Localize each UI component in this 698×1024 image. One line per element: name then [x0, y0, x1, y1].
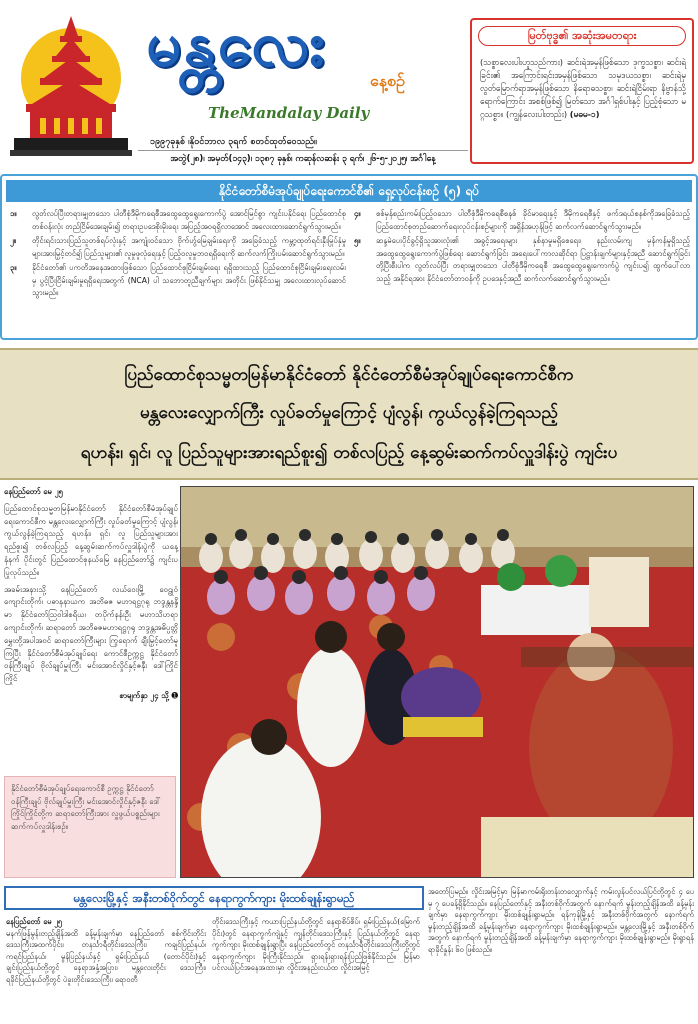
headline-line-1: ပြည်ထောင်စုသမ္မတမြန်မာနိုင်ငံတော် နိုင်ငံတော်စီမံအုပ်ချုပ်ရေးကောင်စီက: [124, 365, 574, 385]
weather-story: [0, 884, 698, 1024]
ceremony-photo: [180, 486, 694, 878]
objective-number: ၄။: [354, 209, 361, 218]
weather-column-2: တိုင်းဒေသကြီးနှင့် ကယားပြည်နယ်တို့တွင် နေရာစိပ်စိပ်၊ ရှမ်းပြည်နယ်(မြောက်ပိုင်း)တွင် နေရာကွက်ကျဲနှင့် ကျန်တိုင်းဒေသကြီးနှင့် ပြည်နယ်တို့တွင် နေရာကွက်ကျား မိုးထစ်ချုန်းရွာပြီး နေပြည်တော်တွင် တနင်္သာရီတိုင်းဒေသကြီးတို့တွင် နေရာကွက်ကျား မိုးကြီးနိုင်သည်။ ရှားရန်းရှားရန်းပြည်ဖြစ်နိုင်သည်။ မြန်မာပင်လယ်ပြင်အနေအထားမှာ လှိုင်းအနည်းငယ်ထ လှိုင်းအမြင့်: [212, 917, 420, 973]
continued-link[interactable]: စာမျက်နှာ ၂၄ သို့ ➊: [119, 690, 178, 700]
objective-text: စစ်မှန်စည်းကမ်းပြည့်ဝသော ပါတီစုံဒီမိုကရေစီစနစ် ခိုင်မာရေးနှင့် ဒီမိုကရေစီနှင့် ဖက်ဒရယ်စနစ်ကိုအခြေခံသည့် ပြည်ထောင်စုတည်ဆောက်ရေးလုပ်ငန်းစဉ်များကို အရှိန်အဟုန်ဖြင့် ဆက်လက်ဆောင်ရွက်သွားမည်။: [376, 209, 690, 231]
newspaper-name: မန္တလေး: [146, 7, 327, 80]
buddha-teaching-heading: မြတ်ဗုဒ္ဓ၏ အဆုံးအမတရား: [478, 26, 686, 46]
objectives-right-column: [354, 208, 690, 287]
weather-column-3: အတော်ပြမည်။ လှိုင်းအမြင့်မှာ မြန်မာကမ်းရိုးတန်းတလျှောက်နှင့် ကမ်းလွန်ပင်လယ်ပြင်တို့တွင် ၄ ပေမှ ၇ ပေခန့်ရှိနိုင်သည်။ နေပြည်တော်နှင့် အနီးတစ်ဝိုက်အတွက် နောက်ရက် မွန်းတည့်ချိန်အထိ ခန့်မှန်းချက်မှာ နေရာကွက်ကျား မိုးထစ်ချုန်းရွာမည်။ ရန်ကုန်မြို့နှင့် အနီးတစ်ဝိုက်အတွက် နောက်ရက် မွန်းတည့်ချိန်အထိ ခန့်မှန်းချက်မှာ နေရာကွက်ကျား မိုးထစ်ချုန်းရွာမည်။ မန္တလေးမြို့နှင့် အနီးတစ်ဝိုက်အတွက် နောက်ရက် မွန်းတည့်ချိန်အထိ ခန့်မှန်းချက်မှာ နေရာကွက်ကျား မိုးထစ်ချုန်းရွာမည်။ မိုးရွာရန် ရာခိုင်နှုန်း ၆၀ ဖြစ်သည်။: [428, 887, 694, 954]
weather-dateline: နေပြည်တော် မေ ၂၅: [6, 917, 62, 926]
objective-number: ၃။: [10, 263, 17, 272]
photo-caption: နိုင်ငံတော်စီမံအုပ်ချုပ်ရေးကောင်စီ ဥက္ကဋ္ဌ နိုင်ငံတော်ဝန်ကြီးချုပ် ဗိုလ်ချုပ်မှူးကြီး မင်းအောင်လှိုင်နှင့်ဇနီး ဒေါ်ကြိုင်ကြိုင်တို့က ဆရာတော်ကြီးအား လှူဖွယ်ပစ္စည်းများ ဆက်ကပ်လှူဒါန်းစဉ်။: [4, 776, 176, 878]
headline-line-3: ရဟန်း၊ ရှင်၊ လူ ပြည်သူများအားရည်စူး၍ တစ်လပြည့် နေ့ဆွမ်းဆက်ကပ်လှူဒါန်းပွဲ ကျင်းပ: [80, 443, 618, 463]
objective-number: ၂။: [10, 236, 17, 245]
weather-headline: မန္တလေးမြို့နှင့် အနီးတစ်ဝိုက်တွင် နေရာကွက်ကျား မိုးထစ်ချုန်းရွာမည်: [4, 886, 424, 910]
objective-text: တိုင်းရင်းသားပြည်သူတစ်ရပ်လုံးနှင့် အကျုံးဝင်သော ဗိုက်ဟွ်မြေချမ်းရေးကို အခြေခံသည့် ကမ္ဘာ့ထုတ်ရင်းနှီးမြုပ်နှံမှုများအားမြှင့်တင်၍ ပြည်သူများ၏ လူမှုဖူလုံရေးနှင့် ပြည့်ဝလူမှုဘဝရရှိရေးကို ဆက်လက်ကြိုးပမ်းဆောင်ရွက်သွားမည်။: [32, 236, 346, 258]
newspaper-name-english: TheMandalay Daily: [208, 104, 370, 122]
masthead-title: [138, 4, 468, 134]
objectives-box: [0, 174, 698, 340]
headline-line-2: မန္တလေးလျှောက်ကြီး လှုပ်ခတ်မှုကြောင့် ပျံလွန်၊ ကွယ်လွန်ခဲ့ကြရသည့်: [140, 403, 558, 423]
lead-headline: [0, 348, 698, 480]
story-paragraph: အခမ်းအနားသို့ နေပြည်တော် လယ်ဝေးမြို့ ဝေဠုဝံကျောင်းတိုက်၊ ပဓာနနာယက အဘိဓဇ မဟာရဋ္ဌဂုရု ဘဒ္ဒန္တနန္ဒိမာ နိုင်ငံတော်ဩဝါဒါစရိယ၊ တပိုက်နန်းဦး မဟာသိဟရာကျောင်းတိုက်၊ ဆရာတော် အဘိဓဇမဟာရဋ္ဌဂုရု ဘဒ္ဒန္တအဓိပ္ပတ္တိမွှေးတို့အပါအဝင် ဆရာတော်ကြီးများ ကြွရောက် ချီးမြှင့်တော်မူကြပြီး နိုင်ငံတော်စီမံအုပ်ချုပ်ရေး ကောင်စီဥက္ကဋ္ဌ နိုင်ငံတော်ဝန်ကြီးချုပ် ဗိုလ်ချုပ်မှူးကြီး မင်းအောင်လှိုင်နှင့်ဇနီး ဒေါ်ကြိုင်ကြိုင်: [4, 584, 178, 684]
issue-info: အတွဲ(၂၈)၊ အမှတ်(၁၄၃)၊ ၁၃၈၇ ခုနှစ်၊ ကဆုန်လဆန်း ၃ ရက်၊ ၂၆-၅-၂၀၂၅၊ အင်္ဂါနေ့: [138, 150, 468, 166]
buddha-teaching-reference: (မဓမ-၁): [569, 109, 600, 119]
story-paragraph: ပြည်ထောင်စုသမ္မတမြန်မာနိုင်ငံတော် နိုင်ငံတော်စီမံအုပ်ချုပ်ရေးကောင်စီက မန္တလေးလျှောက်ကြီး လှုပ်ခတ်မှုကြောင့် ပျံလွန်၊ ကွယ်လွန်ခဲ့ကြရသည့် ရဟန်း၊ ရှင်၊ လူ ပြည်သူများအားရည်စူး၍ တစ်လပြည့် နေ့ဆွမ်းဆက်ကပ်လှူဒါန်းပွဲကို ယနေ့ နံနက် ပိုင်းတွင် ပြည်ထောင်စုနယ်မြေ နေပြည်တော်၌ ကျင်းပပြုလုပ်သည်။: [4, 503, 178, 577]
objective-item: [354, 208, 690, 233]
objective-item: [10, 208, 346, 233]
founding-tagline: ၁၉၉၇ခုနှစ် ၊နိုဝင်ဘာလ ၃ရက် စတင်ထုတ်ဝေသည်။: [150, 137, 317, 147]
lead-story-text: [4, 486, 178, 788]
objective-item: [10, 262, 346, 300]
weather-text: မနက်ဖြန်မွန်းတည့်ချိန်အထိ ခန့်မှန်းချက်မှာ နေပြည်တော် စစ်ကိုင်းတိုင်းဒေသကြီးအထက်ပိုင်း၊ တနင်္သာရီတိုင်းဒေသကြီး၊ ကချင်ပြည်နယ်၊ ကရင်ပြည်နယ်၊ မွန်ပြည်နယ်နှင့် ရှမ်းပြည်နယ် (တောင်ပိုင်း)နှင့် ချင်းပြည်နယ်တို့တွင် နေရာအနှံ့အပြား၊ မန္တလေးတိုင်း ဒေသကြီး၊ ရခိုင်ပြည်နယ်တို့တွင် ပဲခူးတိုင်းဒေသကြီး၊ ရောဝတီ: [6, 928, 206, 984]
objective-text: လွတ်လပ်ပြီးတရားမျှတသော ပါတီစုံဒီမိုကရေစီအထွေထွေရွေးကောက်ပွဲ အောင်မြင်စွာ ကျင်းပနိုင်ရေး ပြည်ထောင်စုတစ်ဝန်းလုံး တည်ငြိမ်အေးချမ်း၍ တရားဥပဒေစိုးမိုးရေး အပြည့်အဝရရှိလာအောင် အလေးထားဆောင်ရွက်သွားမည်။: [32, 209, 346, 231]
objective-text: နိုင်ငံတော်၏ ပကတိအနေအထားဖြစ်သော ပြည်ထောင်စုငြိမ်းချမ်းရေး ရရှိထားသည့် ပြည်ထောင်စုငြိမ်းချမ်းရေးလမ်းမှ ပွင့်ပြီးငြိမ်းချမ်းမှုရရှိရေးအတွက် (NCA) ပါ သဘောတူညီချက်များ အတိုင်း ဖြစ်နိုင်သမျှ အလေးထားလုပ်ဆောင်သွားမည်။: [32, 263, 346, 297]
weather-column-1: [6, 916, 206, 986]
buddha-teaching-text: (သစ္စာလေးပါးဟူသည်ကား) ဆင်းရဲအမှန်ဖြစ်သော ဒုက္ခသစ္စာ၊ ဆင်းရဲခြင်း၏ အကြောင်းရင်းအမှန်ဖြစ်သော သမုဒယသစ္စာ၊ ဆင်းရဲမှ လွတ်မြောက်ရာအမှန်ဖြစ်သော နိရောဓသစ္စာ၊ ဆင်းရဲငြိမ်းရာ နိဗ္ဗာန်သို့ရောက်ကြောင်း အစစ်ဖြစ်၍ မြတ်သော အင်္ဂါရှစ်ပါးနှင့် ပြည့်စုံသော မဂ္ဂသစ္စာ။ (ကျွန်လေးပါးတည်း) (မဓမ-၁): [480, 57, 686, 119]
objective-item: [10, 235, 346, 260]
story-dateline: နေပြည်တော် မေ ၂၅: [4, 487, 63, 496]
objectives-heading: နိုင်ငံတော်စီမံအုပ်ချုပ်ရေးကောင်စီ၏ ရှေ့လုပ်ငန်းစဉ် (၅) ရပ်: [6, 180, 692, 202]
objective-text: ဆန္ဒမဲပေးပိုင်ခွင့်ရှိသူအားလုံး၏ အခွင့်အရေးများ နှစ်နာမှုမရှိစေရေး၊ နည်းလမ်းကျ မှန်ကန်မှုရှိသည့် အထွေထွေရွေးကောက်ပွဲဖြစ်ရေး ဆောင်ရွက်ခြင်း အရေးပေါ်ကာလဆိုင်ရာ ပြဋ္ဌာန်းချက်များနှင့်အညီ ဆောင်ရွက်ခြင်းတို့ပြီးစီးပါက လွတ်လပ်ပြီး တရားမျှတသော ပါတီစုံဒီမိုကရေစီ အထွေထွေရွေးကောက်ပွဲ ကျင်းပ၍ ထွက်ပေါ်လာသည့် အနိုင်ရအား နိုင်ငံတော်တာဝန်ကို ဥပဒေနှင့်အညီ ဆက်လက်ဆောင်ရွက်သွားမည်။: [376, 236, 690, 283]
masthead: [0, 0, 698, 172]
objectives-left-column: [10, 208, 346, 302]
objective-item: [354, 235, 690, 285]
objective-number: ၁။: [10, 209, 17, 218]
buddha-teaching-box: [470, 18, 694, 164]
palace-logo: [6, 8, 136, 168]
newspaper-name-daily: နေ့စဉ်: [370, 71, 405, 90]
objective-number: ၅။: [354, 236, 361, 245]
